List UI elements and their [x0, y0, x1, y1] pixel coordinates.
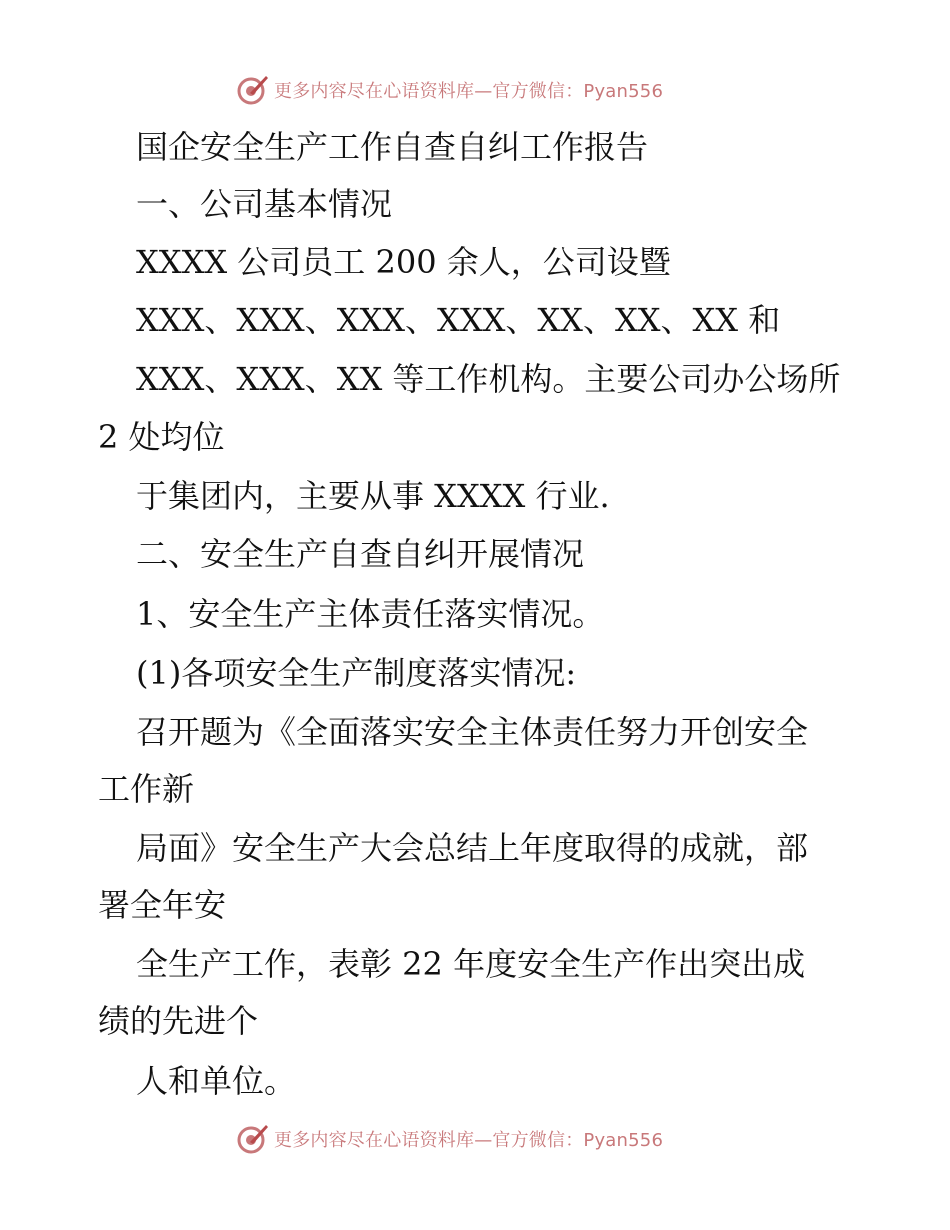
- body-line: 绩的先进个: [98, 1002, 259, 1040]
- subsection-heading: 1、安全生产主体责任落实情况。: [136, 595, 605, 633]
- section-heading: 二、安全生产自查自纠开展情况: [136, 535, 585, 573]
- quill-seal-icon: [236, 73, 270, 107]
- body-line: 于集团内，主要从事 XXXX 行业.: [136, 477, 610, 515]
- body-line: 2 处均位: [98, 418, 225, 456]
- watermark-text: 更多内容尽在心语资料库—官方微信：Pyan556: [274, 1130, 664, 1151]
- body-line: 工作新: [98, 770, 195, 808]
- body-line: XXX、XXX、XX 等工作机构。主要公司办公场所: [136, 360, 841, 398]
- body-line: 局面》安全生产大会总结上年度取得的成就，部: [136, 829, 809, 867]
- body-line: 署全年安: [98, 886, 227, 924]
- body-line: 全生产工作，表彰 22 年度安全生产作出突出成: [136, 945, 806, 983]
- watermark-footer: [236, 1122, 706, 1156]
- watermark-text: 更多内容尽在心语资料库—官方微信：Pyan556: [274, 81, 664, 102]
- subsection-heading: (1)各项安全生产制度落实情况:: [136, 654, 577, 692]
- watermark-header: [236, 73, 706, 107]
- document-title: 国企安全生产工作自查自纠工作报告: [136, 128, 649, 166]
- body-line: XXX、XXX、XXX、XXX、XX、XX、XX 和: [136, 301, 781, 339]
- body-line: 人和单位。: [136, 1062, 297, 1100]
- section-heading: 一、公司基本情况: [136, 185, 393, 223]
- quill-seal-icon: [236, 1122, 270, 1156]
- body-line: 召开题为《全面落实安全主体责任努力开创安全: [136, 713, 809, 751]
- body-line: XXXX 公司员工 200 余人，公司设暨: [136, 243, 671, 281]
